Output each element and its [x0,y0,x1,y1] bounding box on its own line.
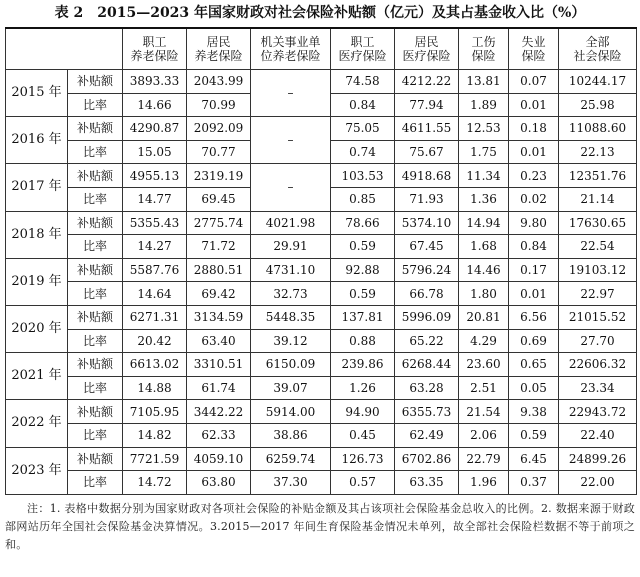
subsidy-value-cell: 78.66 [331,211,395,235]
subsidy-value-cell: 21015.52 [559,305,637,329]
metric-label-subsidy: 补贴额 [68,400,123,424]
subsidy-value-cell: 3893.33 [123,70,187,94]
table-row [6,117,637,141]
ratio-value-cell: 0.84 [509,235,559,259]
year-cell: 2022 年 [6,400,68,447]
subsidy-value-cell: 13.81 [459,70,509,94]
table-row [6,305,637,329]
table-row [6,258,637,282]
ratio-value-cell: 14.66 [123,93,187,117]
ratio-value-cell: 37.30 [251,471,331,495]
ratio-value-cell: 0.74 [331,140,395,164]
ratio-value-cell: 14.82 [123,423,187,447]
metric-label-ratio: 比率 [68,282,123,306]
table-row [6,400,637,424]
ratio-value-cell: 14.27 [123,235,187,259]
metric-label-ratio: 比率 [68,235,123,259]
metric-label-subsidy: 补贴额 [68,305,123,329]
ratio-value-cell: 1.89 [459,93,509,117]
metric-label-ratio: 比率 [68,93,123,117]
ratio-value-cell: 1.75 [459,140,509,164]
subsidy-value-cell: 0.23 [509,164,559,188]
subsidy-value-cell: 2043.99 [187,70,251,94]
metric-label-ratio: 比率 [68,187,123,211]
table-row [6,164,637,188]
table-row [6,211,637,235]
ratio-value-cell: 70.99 [187,93,251,117]
ratio-value-cell: 29.91 [251,235,331,259]
subsidy-value-cell: 6259.74 [251,447,331,471]
ratio-value-cell: 32.73 [251,282,331,306]
subsidy-value-cell: 75.05 [331,117,395,141]
metric-label-subsidy: 补贴额 [68,211,123,235]
subsidy-value-cell: 103.53 [331,164,395,188]
subsidy-value-cell: 4059.10 [187,447,251,471]
subsidy-value-cell: 5355.43 [123,211,187,235]
subsidy-value-cell: 137.81 [331,305,395,329]
table-row [6,70,637,94]
subsidy-value-cell: 7721.59 [123,447,187,471]
subsidy-value-cell: 6.45 [509,447,559,471]
subsidy-value-cell: 94.90 [331,400,395,424]
subsidy-value-cell: 2092.09 [187,117,251,141]
subsidy-value-cell: 4918.68 [395,164,459,188]
subsidy-value-cell: 24899.26 [559,447,637,471]
subsidy-value-cell: 6271.31 [123,305,187,329]
ratio-value-cell: 0.59 [331,235,395,259]
metric-label-subsidy: 补贴额 [68,70,123,94]
ratio-value-cell: 0.88 [331,329,395,353]
subsidy-value-cell: 12351.76 [559,164,637,188]
subsidy-value-cell: 11088.60 [559,117,637,141]
ratio-value-cell: 22.97 [559,282,637,306]
ratio-value-cell: 22.54 [559,235,637,259]
subsidy-value-cell: 22606.32 [559,353,637,377]
year-cell: 2017 年 [6,164,68,211]
table-header-row [6,28,637,70]
table-body [6,70,637,495]
ratio-value-cell: 61.74 [187,376,251,400]
subsidy-value-cell: 2319.19 [187,164,251,188]
subsidy-value-cell: 6.56 [509,305,559,329]
subsidy-value-cell: 3310.51 [187,353,251,377]
subsidy-value-cell: 23.60 [459,353,509,377]
ratio-value-cell: 69.42 [187,282,251,306]
header-resident-medical: 居民 医疗保险 [395,28,459,70]
ratio-value-cell: 38.86 [251,423,331,447]
ratio-value-cell: 22.00 [559,471,637,495]
ratio-value-cell: 21.14 [559,187,637,211]
subsidy-value-cell: 9.38 [509,400,559,424]
metric-label-subsidy: 补贴额 [68,447,123,471]
year-cell: 2015 年 [6,70,68,117]
subsidy-value-cell: 21.54 [459,400,509,424]
subsidy-value-cell: 12.53 [459,117,509,141]
ratio-value-cell: 1.26 [331,376,395,400]
metric-label-subsidy: 补贴额 [68,258,123,282]
ratio-value-cell: 1.80 [459,282,509,306]
header-employee-medical: 职工 医疗保险 [331,28,395,70]
header-resident-pension: 居民 养老保险 [187,28,251,70]
year-cell: 2019 年 [6,258,68,305]
ratio-value-cell: 14.72 [123,471,187,495]
subsidy-value-cell: 14.94 [459,211,509,235]
table-row [6,353,637,377]
year-cell: 2016 年 [6,117,68,164]
subsidy-value-cell: 4731.10 [251,258,331,282]
table-row [6,329,637,353]
subsidy-value-cell: 22943.72 [559,400,637,424]
ratio-value-cell: 23.34 [559,376,637,400]
ratio-value-cell: 0.01 [509,282,559,306]
subsidy-value-cell: 239.86 [331,353,395,377]
subsidy-value-cell: 7105.95 [123,400,187,424]
subsidy-value-cell: 5914.00 [251,400,331,424]
subsidy-value-cell: 5374.10 [395,211,459,235]
ratio-value-cell: 0.85 [331,187,395,211]
not-applicable-cell: – [251,164,331,211]
table-caption: 表 2 2015—2023 年国家财政对社会保险补贴额（亿元）及其占基金收入比（%） [54,5,586,21]
header-all-social-insurance: 全部 社会保险 [559,28,637,70]
metric-label-ratio: 比率 [68,376,123,400]
subsidy-value-cell: 5996.09 [395,305,459,329]
metric-label-subsidy: 补贴额 [68,117,123,141]
ratio-value-cell: 75.67 [395,140,459,164]
table-row [6,282,637,306]
ratio-value-cell: 39.07 [251,376,331,400]
ratio-value-cell: 70.77 [187,140,251,164]
ratio-value-cell: 4.29 [459,329,509,353]
table-row [6,423,637,447]
header-institution-pension: 机关事业单 位养老保险 [251,28,331,70]
ratio-value-cell: 1.96 [459,471,509,495]
subsidy-value-cell: 2775.74 [187,211,251,235]
subsidy-value-cell: 4955.13 [123,164,187,188]
subsidy-value-cell: 0.65 [509,353,559,377]
ratio-value-cell: 67.45 [395,235,459,259]
header-unemployment: 失业 保险 [509,28,559,70]
subsidy-value-cell: 6702.86 [395,447,459,471]
ratio-value-cell: 77.94 [395,93,459,117]
subsidy-value-cell: 0.18 [509,117,559,141]
table-row [6,471,637,495]
subsidy-value-cell: 4290.87 [123,117,187,141]
ratio-value-cell: 0.05 [509,376,559,400]
year-cell: 2020 年 [6,305,68,352]
ratio-value-cell: 0.69 [509,329,559,353]
table-row [6,447,637,471]
ratio-value-cell: 63.40 [187,329,251,353]
header-corner [6,28,123,70]
ratio-value-cell: 66.78 [395,282,459,306]
ratio-value-cell: 62.33 [187,423,251,447]
table-row [6,376,637,400]
year-cell: 2021 年 [6,353,68,400]
ratio-value-cell: 71.72 [187,235,251,259]
metric-label-subsidy: 补贴额 [68,164,123,188]
table-row [6,235,637,259]
subsidy-value-cell: 5587.76 [123,258,187,282]
ratio-value-cell: 1.36 [459,187,509,211]
not-applicable-cell: – [251,70,331,117]
subsidy-value-cell: 6150.09 [251,353,331,377]
ratio-value-cell: 63.80 [187,471,251,495]
year-cell: 2023 年 [6,447,68,494]
ratio-value-cell: 0.02 [509,187,559,211]
ratio-value-cell: 2.51 [459,376,509,400]
metric-label-ratio: 比率 [68,140,123,164]
ratio-value-cell: 14.88 [123,376,187,400]
subsidy-value-cell: 3134.59 [187,305,251,329]
ratio-value-cell: 0.01 [509,140,559,164]
header-work-injury: 工伤 保险 [459,28,509,70]
ratio-value-cell: 27.70 [559,329,637,353]
subsidy-value-cell: 6613.02 [123,353,187,377]
metric-label-subsidy: 补贴额 [68,353,123,377]
ratio-value-cell: 14.64 [123,282,187,306]
subsidy-value-cell: 4611.55 [395,117,459,141]
subsidy-value-cell: 6355.73 [395,400,459,424]
ratio-value-cell: 0.59 [331,282,395,306]
ratio-value-cell: 15.05 [123,140,187,164]
subsidy-value-cell: 19103.12 [559,258,637,282]
ratio-value-cell: 0.01 [509,93,559,117]
subsidy-value-cell: 92.88 [331,258,395,282]
ratio-value-cell: 63.35 [395,471,459,495]
ratio-value-cell: 14.77 [123,187,187,211]
year-cell: 2018 年 [6,211,68,258]
ratio-value-cell: 0.57 [331,471,395,495]
ratio-value-cell: 1.68 [459,235,509,259]
subsidy-value-cell: 6268.44 [395,353,459,377]
subsidy-value-cell: 0.17 [509,258,559,282]
ratio-value-cell: 2.06 [459,423,509,447]
ratio-value-cell: 39.12 [251,329,331,353]
ratio-value-cell: 63.28 [395,376,459,400]
ratio-value-cell: 71.93 [395,187,459,211]
ratio-value-cell: 0.59 [509,423,559,447]
ratio-value-cell: 20.42 [123,329,187,353]
subsidy-value-cell: 9.80 [509,211,559,235]
metric-label-ratio: 比率 [68,471,123,495]
subsidy-value-cell: 74.58 [331,70,395,94]
subsidy-value-cell: 20.81 [459,305,509,329]
subsidy-value-cell: 3442.22 [187,400,251,424]
not-applicable-cell: – [251,117,331,164]
subsidy-value-cell: 2880.51 [187,258,251,282]
subsidy-value-cell: 5448.35 [251,305,331,329]
ratio-value-cell: 22.13 [559,140,637,164]
ratio-value-cell: 22.40 [559,423,637,447]
subsidy-value-cell: 11.34 [459,164,509,188]
ratio-value-cell: 65.22 [395,329,459,353]
ratio-value-cell: 0.37 [509,471,559,495]
subsidy-value-cell: 4212.22 [395,70,459,94]
metric-label-ratio: 比率 [68,423,123,447]
subsidy-value-cell: 4021.98 [251,211,331,235]
subsidy-table [5,27,637,495]
subsidy-value-cell: 10244.17 [559,70,637,94]
metric-label-ratio: 比率 [68,329,123,353]
subsidy-value-cell: 5796.24 [395,258,459,282]
ratio-value-cell: 62.49 [395,423,459,447]
ratio-value-cell: 69.45 [187,187,251,211]
table-notes: 注：1. 表格中数据分别为国家财政对各项社会保险的补贴金额及其占该项社会保险基金总收入的比例。2. 数据来源于财政部网站历年全国社会保险基金决算情况。3.2015—2017 年间生育保险基金情况未单列，故全部社会保险栏数据不等于前项之和。 [5,501,635,551]
subsidy-value-cell: 0.07 [509,70,559,94]
ratio-value-cell: 0.84 [331,93,395,117]
subsidy-value-cell: 17630.65 [559,211,637,235]
subsidy-value-cell: 126.73 [331,447,395,471]
header-employee-pension: 职工 养老保险 [123,28,187,70]
subsidy-value-cell: 22.79 [459,447,509,471]
ratio-value-cell: 0.45 [331,423,395,447]
subsidy-value-cell: 14.46 [459,258,509,282]
ratio-value-cell: 25.98 [559,93,637,117]
